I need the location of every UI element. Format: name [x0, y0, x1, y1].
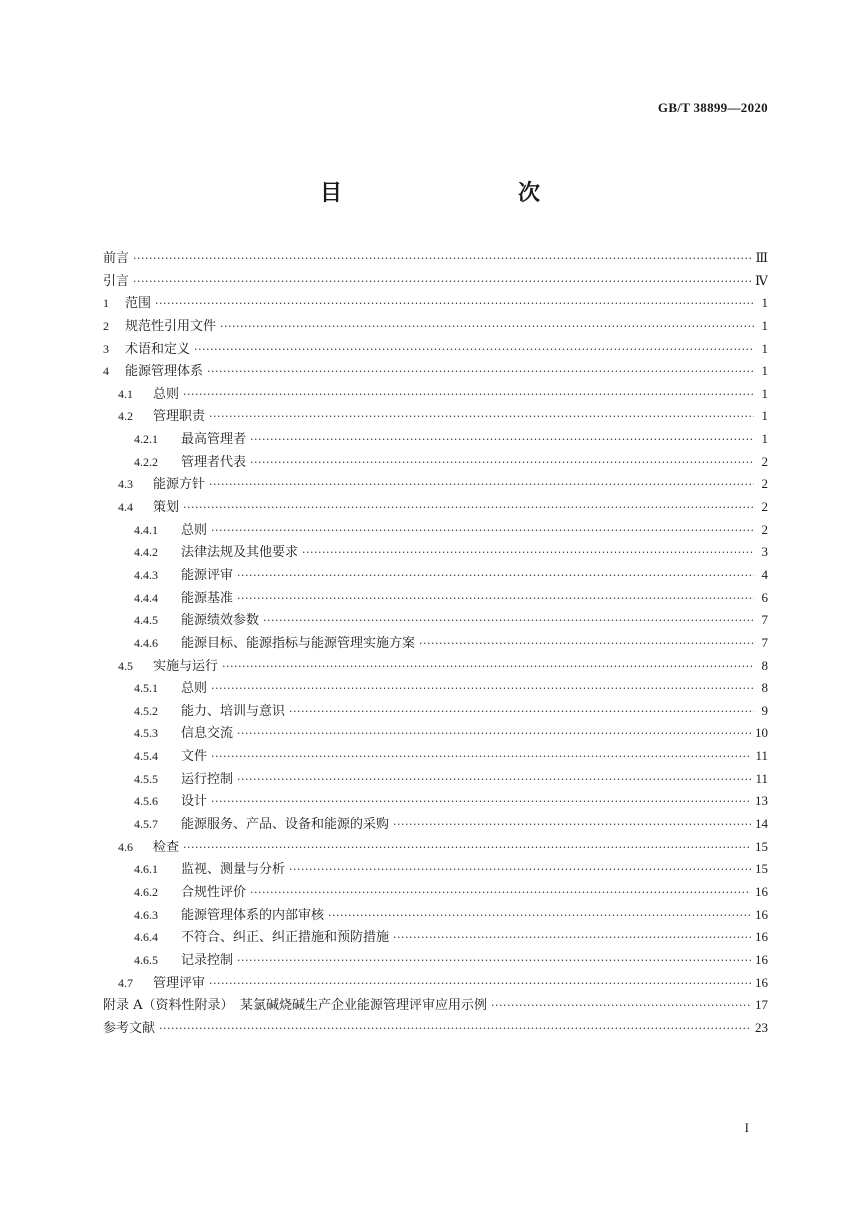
toc-entry-number: 4.3 — [118, 477, 133, 492]
toc-entry[interactable] — [103, 609, 768, 632]
toc-entry-page: 1 — [761, 295, 768, 311]
toc-entry[interactable] — [103, 247, 768, 270]
toc-entry-title: 范围 — [125, 296, 152, 312]
toc-entry-page: 3 — [761, 544, 768, 560]
toc-entry-number: 4.6.5 — [134, 952, 158, 967]
toc-entry-page: 6 — [761, 589, 768, 605]
toc-entry[interactable] — [103, 315, 768, 338]
toc-entry[interactable] — [103, 745, 768, 768]
toc-entry-number: 1 — [103, 296, 109, 311]
toc-entry-page: 15 — [755, 861, 768, 877]
toc-entry-title: 管理职责 — [153, 409, 206, 425]
toc-entry-number: 4.5.7 — [134, 817, 158, 832]
toc-entry-number: 4.4.3 — [134, 567, 158, 582]
toc-entry-number: 4.6 — [118, 839, 133, 854]
dot-leader — [194, 339, 754, 361]
toc-entry[interactable] — [103, 428, 768, 451]
dot-leader — [133, 248, 751, 270]
toc-entry-number: 4.5.5 — [134, 771, 158, 786]
toc-entry-number: 4.6.1 — [134, 862, 158, 877]
dot-leader — [211, 746, 751, 768]
dot-leader — [419, 633, 754, 655]
toc-entry[interactable] — [103, 473, 768, 496]
toc-entry-page: 11 — [755, 770, 768, 786]
dot-leader — [159, 1018, 751, 1040]
dot-leader — [209, 474, 754, 496]
toc-entry-page: 17 — [755, 997, 768, 1013]
toc-entry-title: 设计 — [181, 794, 208, 810]
toc-entry[interactable] — [103, 858, 768, 881]
dot-leader — [491, 995, 751, 1017]
toc-entry-number: 4.6.4 — [134, 930, 158, 945]
dot-leader — [133, 271, 751, 293]
toc-entry-number: 4.5.2 — [134, 703, 158, 718]
toc-entry[interactable] — [103, 564, 768, 587]
dot-leader — [209, 406, 754, 428]
toc-entry-number: 4.4.4 — [134, 590, 158, 605]
toc-entry[interactable] — [103, 632, 768, 655]
dot-leader — [237, 565, 754, 587]
page-number: I — [744, 1120, 749, 1135]
toc-entry[interactable] — [103, 790, 768, 813]
toc-entry-number: 4.1 — [118, 386, 133, 401]
dot-leader — [183, 497, 754, 519]
standard-code: GB/T 38899—2020 — [657, 100, 768, 115]
toc-entry[interactable] — [103, 677, 768, 700]
toc-entry[interactable] — [103, 270, 768, 293]
toc-entry-page: 7 — [761, 634, 768, 650]
toc-entry-page: 10 — [755, 725, 768, 741]
toc-entry[interactable] — [103, 700, 768, 723]
dot-leader — [328, 905, 751, 927]
toc-entry-number: 4.2.2 — [134, 454, 158, 469]
toc-entry-page: 8 — [761, 680, 768, 696]
toc-entry-title: 实施与运行 — [153, 658, 219, 674]
toc-entry[interactable] — [103, 926, 768, 949]
dot-leader — [237, 588, 754, 610]
toc-entry-number: 4.7 — [118, 975, 133, 990]
toc-entry-page: Ⅲ — [755, 250, 768, 265]
toc-entry-title: 能源目标、能源指标与能源管理实施方案 — [181, 635, 416, 651]
dot-leader — [393, 927, 751, 949]
toc-entry-number: 4.5.4 — [134, 749, 158, 764]
toc-entry-page: 1 — [761, 385, 768, 401]
toc-entry-title: 能源方针 — [153, 477, 206, 493]
toc-entry-page: 1 — [761, 317, 768, 333]
table-of-contents — [103, 247, 768, 1039]
toc-entry[interactable] — [103, 383, 768, 406]
toc-entry[interactable] — [103, 451, 768, 474]
toc-entry-page: 16 — [755, 906, 768, 922]
toc-entry-title: 运行控制 — [181, 771, 234, 787]
toc-entry-page: 2 — [761, 476, 768, 492]
dot-leader — [289, 859, 751, 881]
toc-entry-title: 总则 — [153, 386, 180, 402]
toc-entry-number: 4.6.2 — [134, 884, 158, 899]
dot-leader — [289, 701, 754, 723]
toc-entry-title: 合规性评价 — [181, 884, 247, 900]
dot-leader — [220, 316, 754, 338]
toc-entry-title: 规范性引用文件 — [125, 318, 217, 334]
toc-entry-number: 4.4.5 — [134, 613, 158, 628]
toc-entry[interactable] — [103, 292, 768, 315]
toc-entry-title: 最高管理者 — [181, 432, 247, 448]
dot-leader — [207, 361, 754, 383]
toc-entry-title: 检查 — [153, 839, 180, 855]
toc-entry[interactable] — [103, 904, 768, 927]
dot-leader — [209, 973, 751, 995]
toc-entry-page: 1 — [761, 363, 768, 379]
toc-entry[interactable] — [103, 405, 768, 428]
toc-entry-page: 16 — [755, 974, 768, 990]
toc-entry[interactable] — [103, 881, 768, 904]
toc-entry[interactable] — [103, 768, 768, 791]
toc-entry-number: 4.4 — [118, 500, 133, 515]
toc-entry[interactable] — [103, 541, 768, 564]
toc-entry-number: 4.5 — [118, 658, 133, 673]
toc-entry[interactable] — [103, 655, 768, 678]
toc-entry-number: 4.6.3 — [134, 907, 158, 922]
toc-entry-title: 监视、测量与分析 — [181, 862, 286, 878]
toc-entry-page: 13 — [755, 793, 768, 809]
toc-entry-page: 23 — [755, 1019, 768, 1035]
toc-entry-number: 4.2.1 — [134, 432, 158, 447]
toc-entry-title: 策划 — [153, 500, 180, 516]
toc-entry-page: 14 — [755, 816, 768, 832]
dot-leader — [211, 520, 754, 542]
toc-entry[interactable] — [103, 1017, 768, 1040]
toc-entry-page: 2 — [761, 521, 768, 537]
dot-leader — [250, 429, 754, 451]
toc-entry-title: 术语和定义 — [125, 341, 191, 357]
toc-entry-title: 引言 — [103, 273, 130, 289]
toc-entry-title: 法律法规及其他要求 — [181, 545, 299, 561]
toc-entry-title: 能源管理体系 — [125, 364, 204, 380]
dot-leader — [393, 814, 751, 836]
dot-leader — [211, 678, 754, 700]
toc-entry-page: 9 — [761, 702, 768, 718]
toc-entry[interactable] — [103, 360, 768, 383]
dot-leader — [250, 452, 754, 474]
toc-entry-title: 参考文献 — [103, 1020, 156, 1036]
toc-entry-page: 16 — [755, 929, 768, 945]
toc-entry-title: 信息交流 — [181, 726, 234, 742]
dot-leader — [211, 791, 751, 813]
toc-entry[interactable] — [103, 338, 768, 361]
toc-entry[interactable] — [103, 972, 768, 995]
toc-entry-page: 1 — [761, 431, 768, 447]
toc-entry[interactable] — [103, 949, 768, 972]
dot-leader — [183, 384, 754, 406]
dot-leader — [237, 723, 751, 745]
toc-entry-page: 8 — [761, 657, 768, 673]
dot-leader — [222, 656, 754, 678]
toc-entry-number: 4.4.2 — [134, 545, 158, 560]
toc-entry-page: 2 — [761, 499, 768, 515]
dot-leader — [302, 542, 754, 564]
toc-entry-title: 前言 — [103, 251, 130, 266]
toc-entry-title: 能源评审 — [181, 567, 234, 583]
toc-entry[interactable] — [103, 722, 768, 745]
toc-entry[interactable] — [103, 496, 768, 519]
dot-leader — [263, 610, 754, 632]
toc-entry-page: 4 — [761, 566, 768, 582]
toc-entry-number: 4 — [103, 364, 109, 379]
toc-entry-title: 管理者代表 — [181, 454, 247, 470]
toc-entry-page: 2 — [761, 453, 768, 469]
toc-entry[interactable] — [103, 813, 768, 836]
dot-leader — [183, 837, 751, 859]
toc-entry-number: 4.4.1 — [134, 522, 158, 537]
toc-entry-number: 4.5.6 — [134, 794, 158, 809]
toc-entry-page: 16 — [755, 951, 768, 967]
dot-leader — [237, 769, 751, 791]
toc-entry-number: 4.5.1 — [134, 681, 158, 696]
toc-entry-title: 能源管理体系的内部审核 — [181, 907, 325, 923]
toc-entry-title: 附录 A（资料性附录） 某氯碱烧碱生产企业能源管理评审应用示例 — [103, 998, 488, 1014]
toc-entry-title: 不符合、纠正、纠正措施和预防措施 — [181, 930, 390, 946]
toc-entry-number: 4.4.6 — [134, 635, 158, 650]
toc-entry-page: Ⅳ — [755, 272, 768, 288]
toc-entry-title: 记录控制 — [181, 952, 234, 968]
toc-entry-title: 能力、培训与意识 — [181, 703, 286, 719]
dot-leader — [250, 882, 751, 904]
toc-entry[interactable] — [103, 994, 768, 1017]
toc-entry[interactable] — [103, 836, 768, 859]
toc-entry-number: 4.5.3 — [134, 726, 158, 741]
toc-entry-title: 能源服务、产品、设备和能源的采购 — [181, 817, 390, 833]
toc-entry-title: 管理评审 — [153, 975, 206, 991]
toc-entry-page: 11 — [755, 748, 768, 764]
toc-entry[interactable] — [103, 587, 768, 610]
toc-entry-title: 总则 — [181, 681, 208, 697]
toc-entry-title: 能源绩效参数 — [181, 613, 260, 629]
toc-entry-title: 能源基准 — [181, 590, 234, 606]
toc-entry-page: 7 — [761, 612, 768, 628]
toc-entry[interactable] — [103, 519, 768, 542]
toc-entry-page: 1 — [761, 340, 768, 356]
toc-entry-number: 3 — [103, 341, 109, 356]
toc-entry-number: 4.2 — [118, 409, 133, 424]
toc-entry-page: 16 — [755, 883, 768, 899]
toc-entry-number: 2 — [103, 318, 109, 333]
toc-entry-page: 15 — [755, 838, 768, 854]
toc-entry-title: 文件 — [181, 749, 208, 765]
dot-leader — [155, 293, 754, 315]
toc-entry-title: 总则 — [181, 522, 208, 538]
dot-leader — [237, 950, 751, 972]
toc-entry-page: 1 — [761, 408, 768, 424]
page-title: 目 次 — [319, 180, 584, 206]
